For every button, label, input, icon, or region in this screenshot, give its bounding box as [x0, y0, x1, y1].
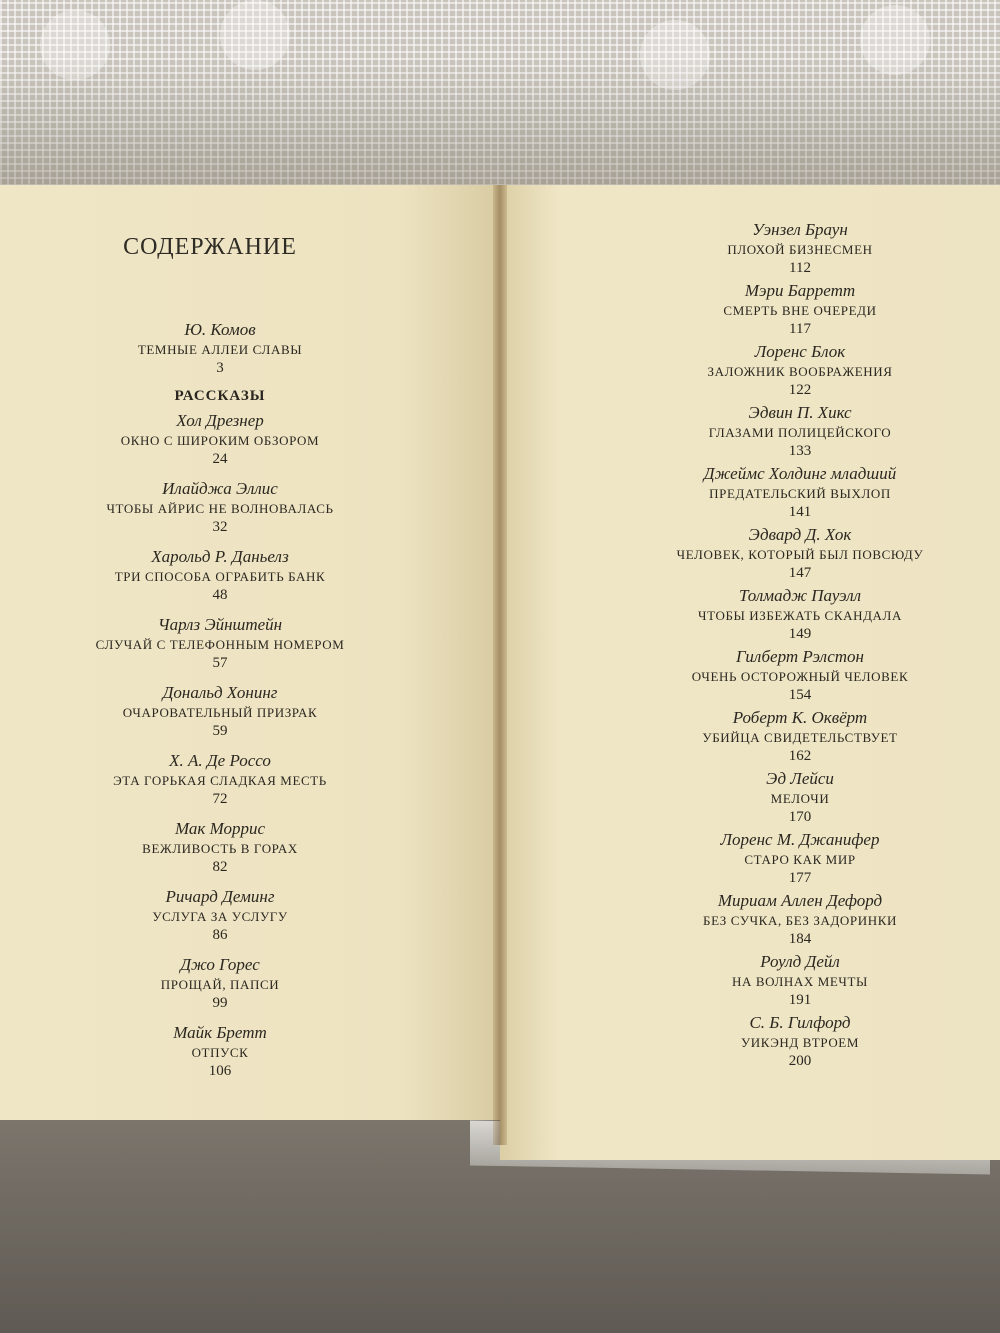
entry-title: СЛУЧАЙ С ТЕЛЕФОННЫМ НОМЕРОМ	[95, 637, 345, 652]
entry-author: Роулд Дейл	[760, 952, 840, 971]
entry-title: ЗАЛОЖНИК ВООБРАЖЕНИЯ	[707, 364, 893, 379]
entry-page-number: 32	[212, 519, 228, 535]
toc-entry	[40, 479, 400, 536]
entry-page-number: 184	[788, 931, 812, 947]
book-spine-gutter	[493, 185, 507, 1145]
entry-author: Чарлз Эйнштейн	[157, 615, 283, 634]
entry-title: ГЛАЗАМИ ПОЛИЦЕЙСКОГО	[708, 425, 892, 440]
entry-author: Лоренс Блок	[754, 342, 846, 361]
toc-entry-intro	[40, 320, 400, 377]
entry-author: С. Б. Гилфорд	[749, 1013, 851, 1032]
toc-entry	[600, 830, 1000, 887]
entry-author: Дональд Хонинг	[162, 683, 278, 702]
entry-author: Лоренс М. Джанифер	[720, 830, 880, 849]
entry-page-number: 133	[788, 443, 812, 459]
entry-page-number: 48	[212, 587, 228, 603]
entry-author: Ричард Деминг	[165, 887, 275, 906]
entry-page-number: 59	[212, 723, 228, 739]
toc-entry	[600, 891, 1000, 948]
toc-entry	[40, 751, 400, 808]
toc-entry	[600, 586, 1000, 643]
entry-page-number: 112	[789, 260, 811, 276]
entry-page-number: 154	[788, 687, 812, 703]
entry-page-number: 147	[788, 565, 812, 581]
entry-page-number: 106	[208, 1063, 232, 1079]
entry-page-number: 3	[216, 360, 224, 376]
entry-author: Эдвард Д. Хок	[748, 525, 852, 544]
toc-entry	[600, 952, 1000, 1009]
entry-author: Харольд Р. Даньелз	[151, 547, 289, 566]
left-contents-column	[40, 320, 400, 1091]
toc-entry	[40, 411, 400, 468]
entry-title: УИКЭНД ВТРОЕМ	[740, 1035, 860, 1050]
entry-author: Гилберт Рэлстон	[736, 647, 864, 666]
entry-author: Илайджа Эллис	[162, 479, 278, 498]
entry-author: Хол Дрезнер	[176, 411, 264, 430]
entry-page-number: 162	[788, 748, 812, 764]
entry-author: Джо Горес	[180, 955, 260, 974]
right-entries-list	[600, 220, 1000, 1070]
entry-title: ОКНО С ШИРОКИМ ОБЗОРОМ	[120, 433, 320, 448]
entry-title: УБИЙЦА СВИДЕТЕЛЬСТВУЕТ	[702, 730, 898, 745]
entry-author: Х. А. Де Россо	[169, 751, 271, 770]
entry-title: ЧТОБЫ ИЗБЕЖАТЬ СКАНДАЛА	[698, 608, 902, 623]
entry-title: НА ВОЛНАХ МЕЧТЫ	[732, 974, 868, 989]
entry-page-number: 122	[788, 382, 812, 398]
entry-title: ОЧЕНЬ ОСТОРОЖНЫЙ ЧЕЛОВЕК	[691, 669, 909, 684]
toc-entry	[600, 220, 1000, 277]
toc-entry	[40, 683, 400, 740]
entry-author: Ю. Комов	[184, 320, 256, 339]
toc-entry	[600, 342, 1000, 399]
entry-page-number: 141	[788, 504, 812, 520]
section-label: РАССКАЗЫ	[174, 388, 266, 404]
toc-entry	[40, 615, 400, 672]
entry-page-number: 24	[212, 451, 228, 467]
entry-title: ВЕЖЛИВОСТЬ В ГОРАХ	[142, 841, 298, 856]
toc-entry	[600, 769, 1000, 826]
entry-author: Майк Бретт	[173, 1023, 267, 1042]
entry-page-number: 86	[212, 927, 228, 943]
entry-title: ПЛОХОЙ БИЗНЕСМЕН	[727, 242, 873, 257]
entry-page-number: 149	[788, 626, 812, 642]
toc-entry	[600, 464, 1000, 521]
toc-entry	[600, 281, 1000, 338]
entry-title: ТРИ СПОСОБА ОГРАБИТЬ БАНК	[114, 569, 326, 584]
contents-heading: СОДЕРЖАНИЕ	[123, 234, 297, 260]
entry-author: Эд Лейси	[766, 769, 834, 788]
entry-author: Мак Моррис	[174, 819, 266, 838]
entry-title: БЕЗ СУЧКА, БЕЗ ЗАДОРИНКИ	[703, 913, 897, 928]
entry-title: СМЕРТЬ ВНЕ ОЧЕРЕДИ	[723, 303, 877, 318]
entry-page-number: 170	[788, 809, 812, 825]
toc-entry	[600, 525, 1000, 582]
entry-title: ПРОЩАЙ, ПАПСИ	[160, 977, 280, 992]
toc-entry	[40, 547, 400, 604]
entry-title: ЧТОБЫ АЙРИС НЕ ВОЛНОВАЛАСЬ	[106, 501, 334, 516]
entry-title: СТАРО КАК МИР	[744, 852, 856, 867]
entry-author: Уэнзел Браун	[752, 220, 848, 239]
entry-page-number: 99	[212, 995, 228, 1011]
entry-title: ЧЕЛОВЕК, КОТОРЫЙ БЫЛ ПОВСЮДУ	[676, 547, 924, 562]
entry-title: ОТПУСК	[191, 1045, 249, 1060]
toc-entry	[40, 955, 400, 1012]
entry-page-number: 82	[212, 859, 228, 875]
entry-title: УСЛУГА ЗА УСЛУГУ	[152, 909, 288, 924]
entry-page-number: 117	[789, 321, 811, 337]
entry-page-number: 72	[212, 791, 228, 807]
entry-author: Роберт К. Оквёрт	[732, 708, 868, 727]
entry-author: Эдвин П. Хикс	[748, 403, 852, 422]
entry-author: Толмадж Пауэлл	[738, 586, 862, 605]
entry-title: ТЕМНЫЕ АЛЛЕИ СЛАВЫ	[137, 342, 303, 357]
curtain-shadow	[0, 60, 1000, 200]
lace-curtain-background	[0, 0, 1000, 200]
toc-entry	[600, 647, 1000, 704]
entry-page-number: 200	[788, 1053, 812, 1069]
entry-page-number: 57	[212, 655, 228, 671]
entry-page-number: 191	[788, 992, 812, 1008]
toc-entry	[40, 819, 400, 876]
entry-title: ЭТА ГОРЬКАЯ СЛАДКАЯ МЕСТЬ	[113, 773, 327, 788]
left-entries-list	[40, 411, 400, 1080]
toc-entry	[600, 403, 1000, 460]
toc-entry	[40, 1023, 400, 1080]
right-contents-column	[600, 220, 1000, 1074]
entry-title: МЕЛОЧИ	[770, 791, 830, 806]
entry-author: Мириам Аллен Дефорд	[717, 891, 883, 910]
toc-entry	[40, 887, 400, 944]
entry-author: Джеймс Холдинг младший	[703, 464, 897, 483]
toc-entry	[600, 1013, 1000, 1070]
entry-page-number: 177	[788, 870, 812, 886]
entry-title: ПРЕДАТЕЛЬСКИЙ ВЫХЛОП	[709, 486, 891, 501]
entry-title: ОЧАРОВАТЕЛЬНЫЙ ПРИЗРАК	[122, 705, 318, 720]
entry-author: Мэри Барретт	[744, 281, 856, 300]
toc-entry	[600, 708, 1000, 765]
